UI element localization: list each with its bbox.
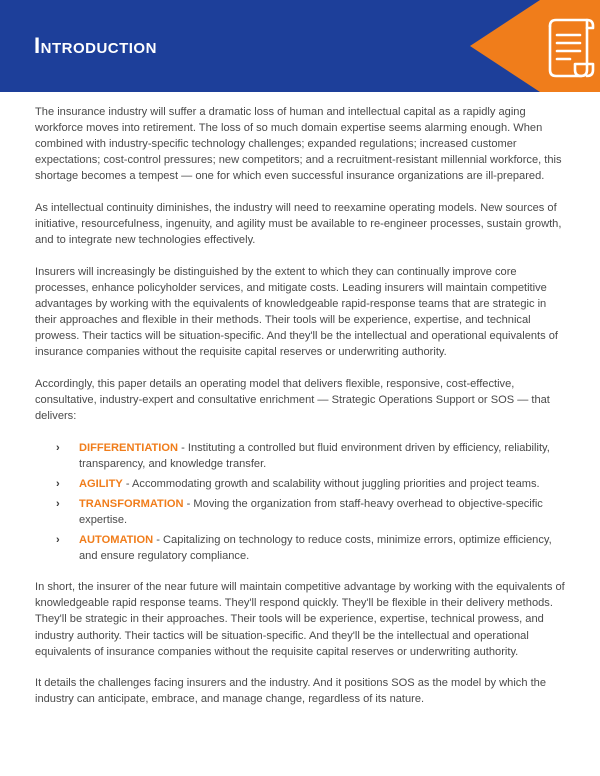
paragraph: The insurance industry will suffer a dramatic loss of human and intellectual capital as a rapidly aging workforce moves into retirement. The loss of so much domain expertise seems alarming enough. When combined with industry-specific technology challenges; expanded regulations; increased customer expectations; cost-control pressures; new competitors; and a recruitment-resistant millennial workforce, this shortage becomes a tempest — one for which even successful insurance organizations are ill-prepared.: [35, 106, 562, 183]
body-text: [35, 104, 565, 723]
bullet-term: DIFFERENTIATION: [79, 441, 179, 454]
benefits-list: [35, 440, 565, 565]
bullet-text: - Moving the organization from staff-heavy overhead to objective-specific expertise.: [79, 497, 543, 526]
bullet-text: - Instituting a controlled but fluid environment driven by efficiency, reliability, transparency, and knowledge transfer.: [79, 441, 550, 470]
list-item: [56, 476, 565, 492]
bullet-term: TRANSFORMATION: [79, 497, 184, 510]
list-item: [56, 496, 565, 528]
bullet-text: - Capitalizing on technology to reduce costs, minimize errors, optimize efficiency, and ensure regulatory compliance.: [79, 534, 552, 563]
header-band: [0, 0, 600, 92]
chevron-right-icon: ›: [56, 441, 60, 454]
paragraph: It details the challenges facing insurers and the industry. And it positions SOS as the model by which the industry can anticipate, embrace, and manage change, regardless of its nature.: [35, 677, 547, 706]
bullet-text: - Accommodating growth and scalability without juggling priorities and project teams.: [122, 477, 540, 490]
chevron-right-icon: ›: [56, 534, 60, 547]
paragraph: As intellectual continuity diminishes, the industry will need to reexamine operating models. New sources of initiative, resourcefulness, ingenuity, and agility must be available to re-engineer processes, sustain growth, and to integrate new technologies effectively.: [35, 201, 562, 247]
list-item: [56, 532, 565, 564]
paragraph: Accordingly, this paper details an operating model that delivers flexible, responsive, cost-effective, consultative, industry-expert and consultative enrichment — Strategic Operations Support or SOS — that delivers:: [35, 377, 550, 422]
bullet-term: AUTOMATION: [79, 534, 154, 547]
chevron-right-icon: ›: [56, 477, 60, 490]
scroll-document-icon: [470, 0, 600, 92]
chevron-right-icon: ›: [56, 497, 60, 510]
paragraph: In short, the insurer of the near future will maintain competitive advantage by working with the equivalents of knowledgeable rapid response teams. They'll respond quickly. They'll be flexible in their delivery methods. They'll be strategic in their approaches. Their tools will be experience, expertise, technical prowess, and industry authority. Their tactics will be situation-specific. And they'll be the intellectual and operational equivalents of insurance companies without the requisite capital reserves or underwriting authority.: [35, 581, 565, 658]
bullet-term: AGILITY: [79, 477, 123, 490]
list-item: [56, 440, 565, 472]
paragraph: Insurers will increasingly be distinguished by the extent to which they can continually improve core processes, enhance policyholder services, and mitigate costs. Leading insurers will maintain competitive advantages by working with the equivalents of knowledgeable rapid-response teams that are strategic in their approaches and flexible in their methods. Their tools will be experience, expertise, and technical prowess. Their tactics will be situation-specific. And they'll be the intellectual and operational equivalents of insurance companies without the requisite capital reserves or underwriting authority.: [35, 265, 558, 359]
page-title: Introduction: [34, 33, 157, 58]
